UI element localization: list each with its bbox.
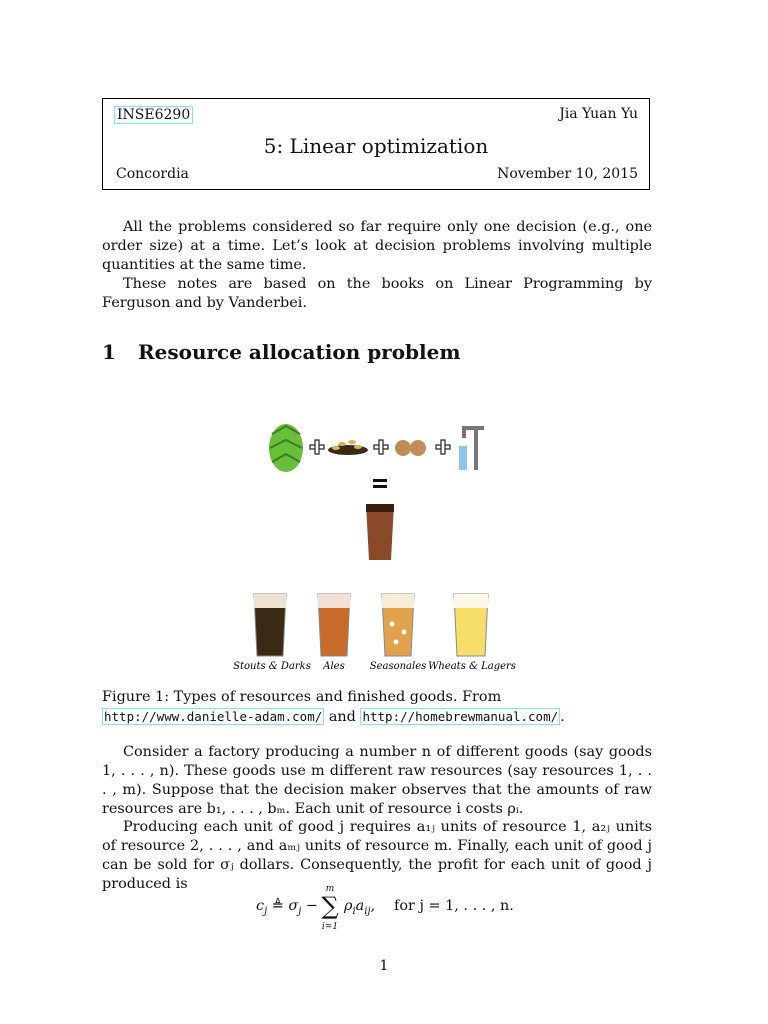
stout-glass-icon <box>254 594 286 656</box>
caption-text: Figure 1: Types of resources and finished goods. From <box>102 689 502 705</box>
intro-paragraph-2 <box>102 275 652 313</box>
equals-icon <box>373 479 387 488</box>
glass-label: Wheats & Lagers <box>428 661 516 672</box>
caption-link-1[interactable]: http://www.danielle-adam.com/ <box>104 709 323 724</box>
institution: Concordia <box>116 166 189 182</box>
plus-icon <box>310 440 324 454</box>
glass-label: Stouts & Darks <box>233 661 311 672</box>
caption-text: . <box>560 709 565 725</box>
seasonal-glass-icon <box>382 594 414 656</box>
caption-link-2[interactable]: http://homebrewmanual.com/ <box>362 709 559 724</box>
grain-icon <box>328 440 368 455</box>
sum-lower-limit: i=1 <box>321 922 339 932</box>
lecture-title: 5: Linear optimization <box>263 134 489 158</box>
section-number: 1 <box>102 340 116 364</box>
body-paragraph-2 <box>102 818 652 894</box>
yeast-icon <box>395 440 426 456</box>
profit-equation <box>102 884 652 936</box>
beer-pint-icon <box>366 504 394 560</box>
wheat-glass-icon <box>454 594 488 656</box>
ale-glass-icon <box>318 594 350 656</box>
intro-text-2: These notes are based on the books on Linear Programming by Ferguson and by Vanderbei. <box>102 276 652 311</box>
equation-lhs: $c_j$ ≜ $\sigma_j$ − <box>256 898 318 917</box>
body-paragraph-1 <box>102 743 652 819</box>
author-name: Jia Yuan Yu <box>559 106 638 122</box>
glass-label: Ales <box>323 661 345 672</box>
course-code-link[interactable]: INSE6290 <box>114 106 193 124</box>
intro-text-1: All the problems considered so far require only one decision (e.g., one order size) at a time. Let’s look at decision problems involving multiple quantities at the same time. <box>102 219 652 273</box>
hop-icon <box>269 424 303 472</box>
figure-caption <box>102 688 654 727</box>
equation-condition: for j = 1, . . . , n. <box>394 898 514 914</box>
glass-label: Seasonales <box>369 661 427 672</box>
intro-paragraph-1 <box>102 218 652 275</box>
plus-icon <box>374 440 388 454</box>
plus-icon <box>436 440 450 454</box>
section-heading <box>102 340 461 364</box>
summation-sign: ∑ <box>321 892 339 920</box>
lecture-date: November 10, 2015 <box>497 166 638 182</box>
water-tap-icon <box>459 426 484 470</box>
section-title: Resource allocation problem <box>138 340 461 364</box>
body-text-1: Consider a factory producing a number n of different goods (say goods 1, . . . , n). These goods use m different raw resources (say resources 1, . . . , m). Suppose that the decision maker observes that the amounts of raw resources are b₁, . . . , bₘ. Each unit of resource i costs ρᵢ. <box>102 744 652 817</box>
brewing-figure <box>230 420 530 682</box>
caption-text: and <box>324 709 361 725</box>
sum-upper-limit: m <box>325 884 335 894</box>
equation-summand: $\rho_ia_{ij}$, <box>344 898 376 917</box>
body-text-2: Producing each unit of good j requires a₁ⱼ units of resource 1, a₂ⱼ units of resource 2, . . . , and aₘⱼ units of resource m. Finally, each unit of good j can be sold for σⱼ dollars. Consequently, the profit for each unit of good j produced is <box>102 819 652 892</box>
page-number: 1 <box>379 958 389 974</box>
